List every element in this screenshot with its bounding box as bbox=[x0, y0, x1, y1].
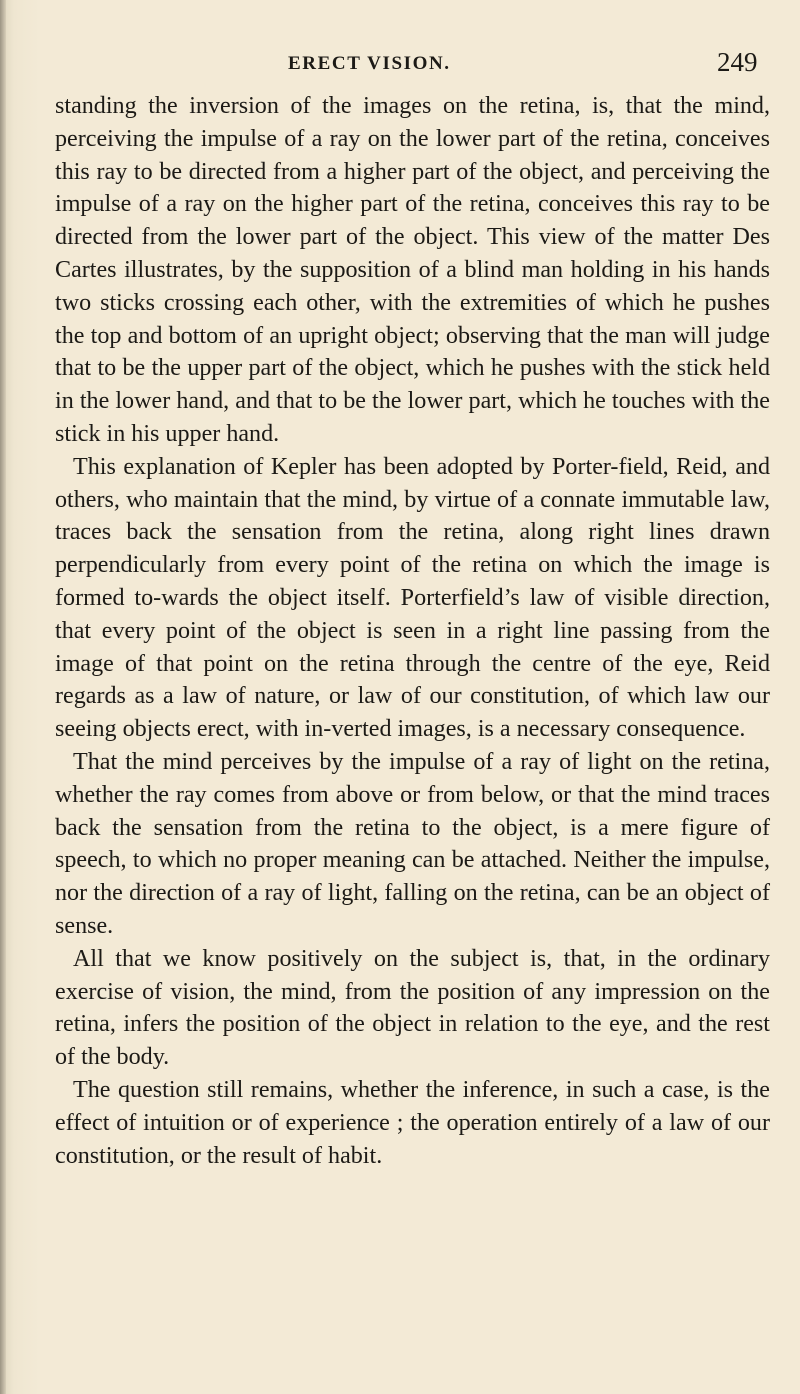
paragraph-question-remains: The question still remains, whether the inference, in such a case, is the effect of intuition or of experience ; the operation entirely of a law of our constitution, or the result of habit. bbox=[55, 1076, 770, 1169]
running-title: ERECT VISION. bbox=[288, 53, 451, 74]
paragraph-what-we-know: All that we know positively on the subject is, that, in the ordinary exercise of vision, the mind, from the position of any impression on the retina, infers the position of the object in relation to the eye, and the rest of the body. bbox=[55, 945, 770, 1071]
page-number: 249 bbox=[717, 47, 758, 77]
page-binding-edge bbox=[0, 0, 6, 1394]
page-header bbox=[0, 47, 800, 87]
paragraph-figure-of-speech: That the mind perceives by the impulse of a ray of light on the retina, whether the ray comes from above or from below, or that the mind traces back the sensation from the retina to the object, is a mere figure of speech, to which no proper meaning can be attached. Neither the impulse, nor the direction of a ray of light, falling on the retina, can be an object of sense. bbox=[55, 748, 770, 939]
paragraph-kepler-explanation: This explanation of Kepler has been adopted by Porter-field, Reid, and others, who maintain that the mind, by virtue of a connate immutable law, traces back the sensation from the retina, along right lines drawn perpendicularly from every point of the retina on which the image is formed to-wards the object itself. Porterfield’s law of visible direction, that every point of the object is seen in a right line passing from the image of that point on the retina through the centre of the eye, Reid regards as a law of nature, or law of our constitution, of which law our seeing objects erect, with in-verted images, is a necessary consequence. bbox=[55, 453, 770, 743]
body-text bbox=[55, 90, 770, 1172]
paragraph-continued: standing the inversion of the images on the retina, is, that the mind, perceiving the impulse of a ray on the lower part of the retina, conceives this ray to be directed from a higher part of the object, and perceiving the impulse of a ray on the higher part of the retina, conceives this ray to be directed from the lower part of the object. This view of the matter Des Cartes illustrates, by the supposition of a blind man holding in his hands two sticks crossing each other, with the extremities of which he pushes the top and bottom of an upright object; observing that the man will judge that to be the upper part of the object, which he pushes with the stick held in the lower hand, and that to be the lower part, which he touches with the stick in his upper hand. bbox=[55, 93, 770, 447]
